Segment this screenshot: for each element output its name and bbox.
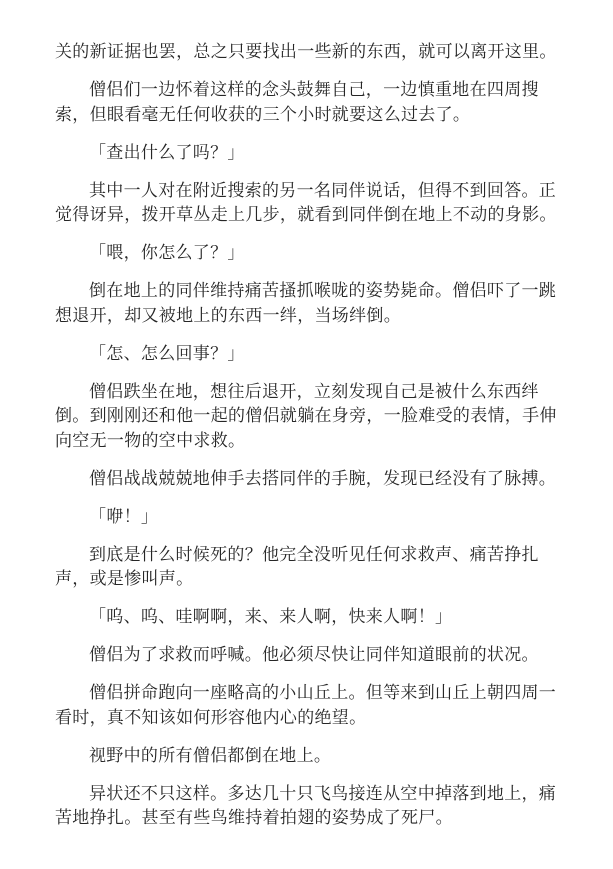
paragraph: 视野中的所有僧侣都倒在地上。 [89, 745, 332, 765]
paragraph: 异状还不只这样。多达几十只飞鸟接连从空中掉落到地上，痛苦地挣扎。甚至有些鸟维持着拍翅的姿势成了死尸。 [55, 783, 557, 827]
paragraph: 关的新证据也罢，总之只要找出一些新的东西，就可以离开这里。 [55, 42, 557, 61]
paragraph: 僧侣拼命跑向一座略高的小山丘上。但等来到山丘上朝四周一看时，真不知该如何形容他内心的绝望。 [55, 683, 557, 727]
paragraph: 倒在地上的同伴维持痛苦搔抓喉咙的姿势毙命。僧侣吓了一跳想退开，却又被地上的东西一绊，当场绊倒。 [55, 281, 557, 325]
paragraph: 「查出什么了吗？」 [89, 142, 245, 162]
paragraph: 其中一人对在附近搜索的另一名同伴说话，但得不到回答。正觉得讶异，拨开草丛走上几步，就看到同伴倒在地上不动的身影。 [55, 180, 557, 224]
paragraph: 僧侣们一边怀着这样的念头鼓舞自己，一边慎重地在四周搜索，但眼看毫无任何收获的三个小时就要这么过去了。 [55, 80, 539, 124]
paragraph: 僧侣战战兢兢地伸手去搭同伴的手腕，发现已经没有了脉搏。 [89, 468, 557, 488]
paragraph: 「怎、怎么回事？」 [89, 343, 245, 363]
paragraph: 「喂，你怎么了？」 [89, 243, 245, 262]
paragraph: 到底是什么时候死的？他完全没听见任何求救声、痛苦挣扎声，或是惨叫声。 [55, 544, 539, 588]
paragraph: 「咿！」 [89, 506, 159, 526]
paragraph: 「呜、呜、哇啊啊，来、来人啊，快来人啊！」 [89, 607, 453, 626]
paragraph: 僧侣跌坐在地，想往后退开，立刻发现自己是被什么东西绊倒。到刚刚还和他一起的僧侣就躺在身旁，一脸难受的表情，手伸向空无一物的空中求救。 [55, 381, 557, 450]
paragraph: 僧侣为了求救而呼喊。他必须尽快让同伴知道眼前的状况。 [89, 645, 539, 664]
